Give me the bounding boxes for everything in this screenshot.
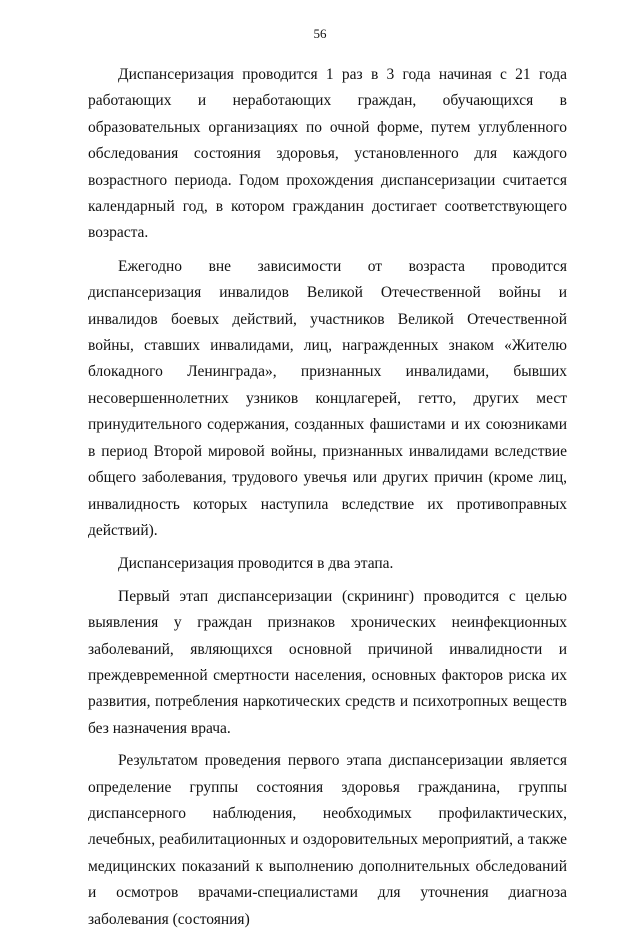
paragraph-annual-dispensary-veterans: Ежегодно вне зависимости от возраста проводится диспансеризация инвалидов Великой Отечественной войны и инвалидов боевых действий, участников Великой Отечественной войны, ставших инвалидами, лиц, награжденных знаком «Жителю блокадного Ленинграда», признанных инвалидами, бывших несовершеннолетних узников концлагерей, гетто, других мест принудительного содержания, созданных фашистами и их союзниками в период Второй мировой войны, признанных инвалидами вследствие общего заболевания, трудового увечья или других причин (кроме лиц, инвалидность которых наступила вследствие их противоправных действий). <box>88 257 567 539</box>
paragraph-first-stage-result: Результатом проведения первого этапа диспансеризации является определение группы состояния здоровья гражданина, группы диспансерного наблюдения, необходимых профилактических, лечебных, реабилитационных и оздоровительных мероприятий, а также медицинских показаний к выполнению дополнительных обследований и осмотров врачами-специалистами для уточнения диагноза заболевания (состояния) <box>88 752 567 928</box>
paragraph-first-stage-screening: Первый этап диспансеризации (скрининг) проводится с целью выявления у граждан признаков хронических неинфекционных заболеваний, являющихся основной причиной инвалидности и преждевременной смертности населения, основных факторов риска их развития, потребления наркотических средств и психотропных веществ без назначения врача. <box>88 587 567 737</box>
page-number: 56 <box>313 26 327 41</box>
paragraph-two-stages: Диспансеризация проводится в два этапа. <box>118 555 394 573</box>
document-body <box>88 62 567 933</box>
paragraph-dispensary-frequency: Диспансеризация проводится 1 раз в 3 года начиная с 21 года работающих и неработающих граждан, обучающихся в образовательных организациях по очной форме, путем углубленного обследования состояния здоровья, установленного для каждого возрастного периода. Годом прохождения диспансеризации считается календарный год, в котором гражданин достигает соответствующего возраста. <box>88 66 567 242</box>
